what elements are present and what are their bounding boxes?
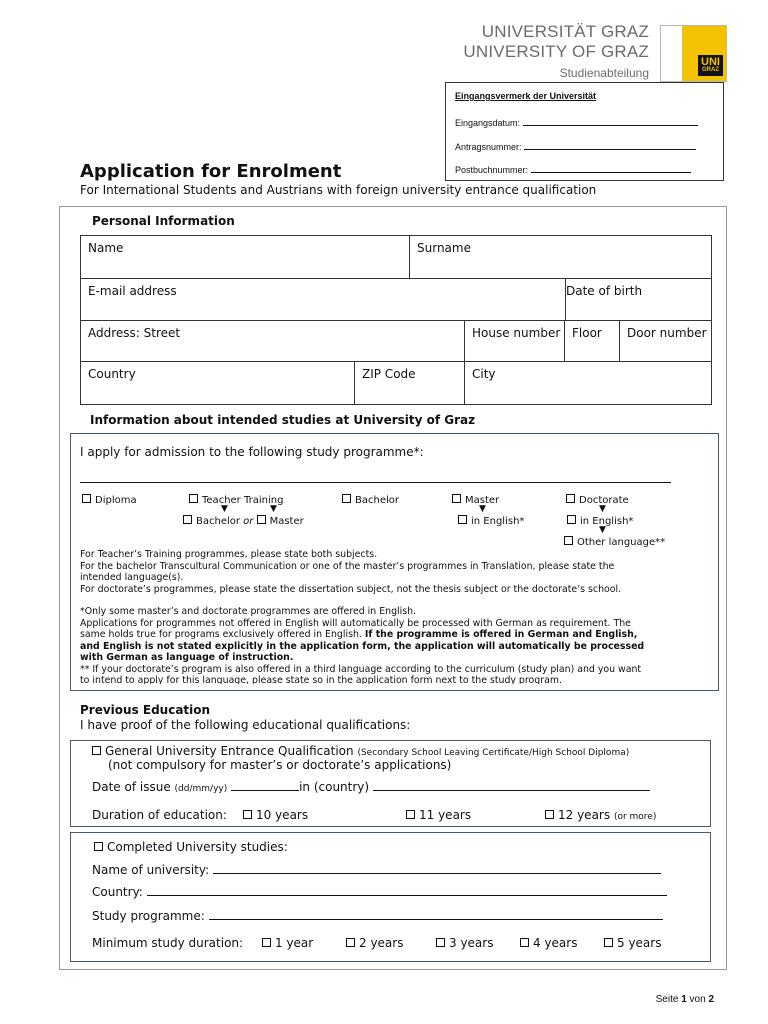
stamp-number-line[interactable]	[524, 139, 696, 150]
email-label: E-mail address	[88, 284, 177, 298]
note-translation-2: intended language(s).	[80, 572, 184, 583]
option-5-years[interactable]	[604, 936, 661, 950]
note-third-language: ** If your doctorate’s program is also offered in a third language according to the curriculum (study plan) and you want	[80, 663, 642, 675]
label-gueq: General University Entrance Qualification	[105, 744, 354, 758]
option-doctorate-english[interactable]	[567, 515, 633, 527]
option-tt-bachelor[interactable]	[183, 515, 304, 527]
label-11-years: 11 years	[419, 808, 472, 822]
label-or-more: (or more)	[613, 812, 657, 822]
note-bold-1: If the programme is offered in German and English,	[364, 629, 638, 640]
checkbox-11-years[interactable]	[406, 810, 415, 819]
study-programme-label: Study programme:	[92, 909, 205, 923]
note-bold-2: and English is not stated explicitly in the application form, the application will automatically be processed	[80, 640, 645, 652]
option-2-years[interactable]	[346, 936, 403, 950]
option-10-years[interactable]	[243, 808, 308, 822]
label-5-years: 5 years	[617, 936, 662, 950]
receipt-stamp-box	[445, 82, 724, 181]
logo-text-uni: UNI	[701, 56, 720, 68]
option-1-year[interactable]	[262, 936, 313, 950]
option-master-english[interactable]	[458, 515, 524, 527]
previous-programme-line[interactable]	[209, 909, 663, 920]
footer-page: 1	[681, 994, 687, 1005]
dob-label: Date of birth	[566, 284, 643, 298]
floor-label: Floor	[572, 326, 602, 340]
page-number	[656, 994, 714, 1005]
checkbox-1-year[interactable]	[262, 938, 271, 947]
floor-field[interactable]	[564, 320, 620, 362]
surname-label: Surname	[417, 241, 471, 255]
arrow-down-icon: ▼	[599, 504, 606, 514]
studies-country-label: Country:	[92, 885, 143, 899]
in-country-label: in (country)	[299, 780, 370, 794]
label-bachelor: Bachelor	[355, 495, 399, 506]
zip-label: ZIP Code	[362, 367, 416, 381]
checkbox-tt-bachelor[interactable]	[183, 515, 192, 524]
checkbox-3-years[interactable]	[436, 938, 445, 947]
stamp-date-label: Eingangsdatum:	[455, 118, 521, 128]
personal-info-heading: Personal Information	[92, 214, 235, 228]
note-same: same holds true for programs exclusively offered in English.	[80, 629, 362, 640]
previous-education-heading: Previous Education	[80, 703, 211, 717]
option-bachelor[interactable]	[342, 494, 399, 506]
studies-notes	[80, 549, 644, 684]
footer-seite: Seite	[655, 994, 679, 1005]
date-issue-row[interactable]	[92, 780, 650, 794]
checkbox-2-years[interactable]	[346, 938, 355, 947]
studies-country-row[interactable]	[92, 885, 667, 899]
logo-text-graz: GRAZ	[702, 67, 720, 73]
label-master-english: in English*	[471, 516, 525, 527]
study-programme-line[interactable]	[80, 482, 671, 483]
note-translation: For the bachelor Transcultural Communication or one of the master’s programmes in Translation, please state the	[80, 560, 615, 572]
university-logo	[660, 25, 727, 82]
footer-von: von	[689, 994, 706, 1005]
door-number-field[interactable]	[619, 320, 712, 362]
option-completed-university[interactable]	[94, 840, 288, 854]
checkbox-master[interactable]	[452, 494, 461, 503]
checkbox-bachelor[interactable]	[342, 494, 351, 503]
label-3-years: 3 years	[449, 936, 494, 950]
university-name-row[interactable]	[92, 863, 661, 877]
studies-country-line[interactable]	[147, 885, 667, 896]
street-label: Address: Street	[88, 326, 181, 340]
label-doctorate-other: Other language**	[577, 537, 666, 548]
house-number-field[interactable]	[464, 320, 565, 362]
surname-field[interactable]	[409, 235, 712, 279]
date-issue-label: Date of issue	[92, 780, 171, 794]
label-completed-university: Completed University studies:	[107, 840, 288, 854]
country-label: Country	[88, 367, 136, 381]
email-field[interactable]	[80, 278, 566, 321]
street-field[interactable]	[80, 320, 465, 362]
option-doctorate[interactable]	[566, 494, 629, 506]
date-format-label: (dd/mm/yy)	[174, 784, 228, 794]
checkbox-tt-master[interactable]	[257, 515, 266, 524]
label-tt-bachelor: Bachelor	[196, 516, 240, 527]
stamp-postbook-row[interactable]	[455, 162, 691, 175]
gueq-note: (not compulsory for master’s or doctorate’s applications)	[108, 758, 452, 772]
option-diploma[interactable]	[82, 494, 137, 506]
door-number-label: Door number	[627, 326, 707, 340]
house-number-label: House number	[472, 326, 561, 340]
date-issue-line[interactable]	[231, 780, 299, 791]
option-3-years[interactable]	[436, 936, 493, 950]
arrow-down-icon: ▼	[221, 504, 228, 514]
stamp-date-row[interactable]	[455, 115, 698, 128]
issue-country-line[interactable]	[373, 780, 650, 791]
label-12-years: 12 years	[558, 808, 611, 822]
option-12-years[interactable]	[545, 808, 656, 822]
arrow-down-icon: ▼	[599, 525, 606, 535]
label-doctorate: Doctorate	[579, 495, 629, 506]
university-name-label: Name of university:	[92, 863, 210, 877]
department-name: Studienabteilung	[559, 66, 649, 80]
name-field[interactable]	[80, 235, 410, 279]
label-doctorate-english: in English*	[580, 516, 634, 527]
name-label: Name	[88, 241, 124, 255]
duration-label: Duration of education:	[92, 808, 227, 822]
min-duration-label: Minimum study duration:	[92, 936, 244, 950]
checkbox-12-years[interactable]	[545, 810, 554, 819]
note-third-language-2: to intend to apply for this language, please state so in the application form next to the study program.	[80, 675, 562, 684]
label-10-years: 10 years	[256, 808, 309, 822]
studies-heading: Information about intended studies at University of Graz	[90, 413, 476, 427]
checkbox-diploma[interactable]	[82, 494, 91, 503]
option-4-years[interactable]	[520, 936, 577, 950]
label-4-years: 4 years	[533, 936, 578, 950]
label-gueq-small: (Secondary School Leaving Certificate/High School Diploma)	[357, 748, 630, 758]
label-master: Master	[465, 495, 500, 506]
checkbox-master-english[interactable]	[458, 515, 467, 524]
dob-field[interactable]	[565, 278, 712, 321]
checkbox-doctorate[interactable]	[566, 494, 575, 503]
checkbox-teacher-training[interactable]	[189, 494, 198, 503]
note-bold-3: with German as language of instruction.	[80, 652, 294, 663]
checkbox-10-years[interactable]	[243, 810, 252, 819]
checkbox-doctorate-english[interactable]	[567, 515, 576, 524]
page-title: Application for Enrolment	[80, 161, 342, 182]
stamp-date-line[interactable]	[523, 115, 698, 126]
footer-total: 2	[708, 994, 714, 1005]
city-field[interactable]	[464, 361, 712, 405]
checkbox-4-years[interactable]	[520, 938, 529, 947]
note-german: Applications for programmes not offered in English will automatically be processed with German as requirement. The	[80, 617, 631, 629]
note-doctorate: For doctorate’s programmes, please state the dissertation subject, not the thesis subject or the doctorate’s school.	[80, 583, 622, 595]
arrow-down-icon: ▼	[270, 504, 277, 514]
option-doctorate-other[interactable]	[564, 536, 665, 548]
option-master[interactable]	[452, 494, 499, 506]
stamp-postbook-label: Postbuchnummer:	[455, 165, 529, 175]
stamp-title: Eingangsvermerk der Universität	[455, 91, 597, 101]
label-diploma: Diploma	[95, 495, 137, 506]
label-tt-master: Master	[269, 516, 304, 527]
page-subtitle: For International Students and Austrians with foreign university entrance qualification	[80, 183, 597, 197]
city-label: City	[472, 367, 496, 381]
checkbox-completed-university[interactable]	[94, 842, 103, 851]
note-teacher: For Teacher’s Training programmes, please state both subjects.	[80, 549, 378, 560]
stamp-postbook-line[interactable]	[531, 162, 691, 173]
university-name-line[interactable]	[213, 863, 661, 874]
arrow-down-icon: ▼	[479, 504, 486, 514]
label-2-years: 2 years	[359, 936, 404, 950]
zip-field[interactable]	[354, 361, 465, 405]
checkbox-5-years[interactable]	[604, 938, 613, 947]
label-teacher-training: Teacher Training	[202, 495, 284, 506]
option-11-years[interactable]	[406, 808, 471, 822]
label-tt-or: or	[243, 516, 254, 527]
university-name-de: UNIVERSITÄT GRAZ	[481, 22, 649, 41]
checkbox-gueq[interactable]	[92, 746, 101, 755]
university-name-en: UNIVERSITY OF GRAZ	[463, 42, 649, 61]
country-field[interactable]	[80, 361, 355, 405]
checkbox-doctorate-other[interactable]	[564, 536, 573, 545]
stamp-number-label: Antragsnummer:	[455, 142, 522, 152]
stamp-number-row[interactable]	[455, 139, 696, 152]
note-english: *Only some master’s and doctorate programmes are offered in English.	[80, 606, 417, 617]
apply-text: I apply for admission to the following study programme*:	[80, 445, 424, 459]
previous-education-intro: I have proof of the following educational qualifications:	[80, 718, 411, 732]
label-1-year: 1 year	[275, 936, 314, 950]
option-gueq[interactable]	[92, 744, 629, 758]
study-programme-row[interactable]	[92, 909, 663, 923]
